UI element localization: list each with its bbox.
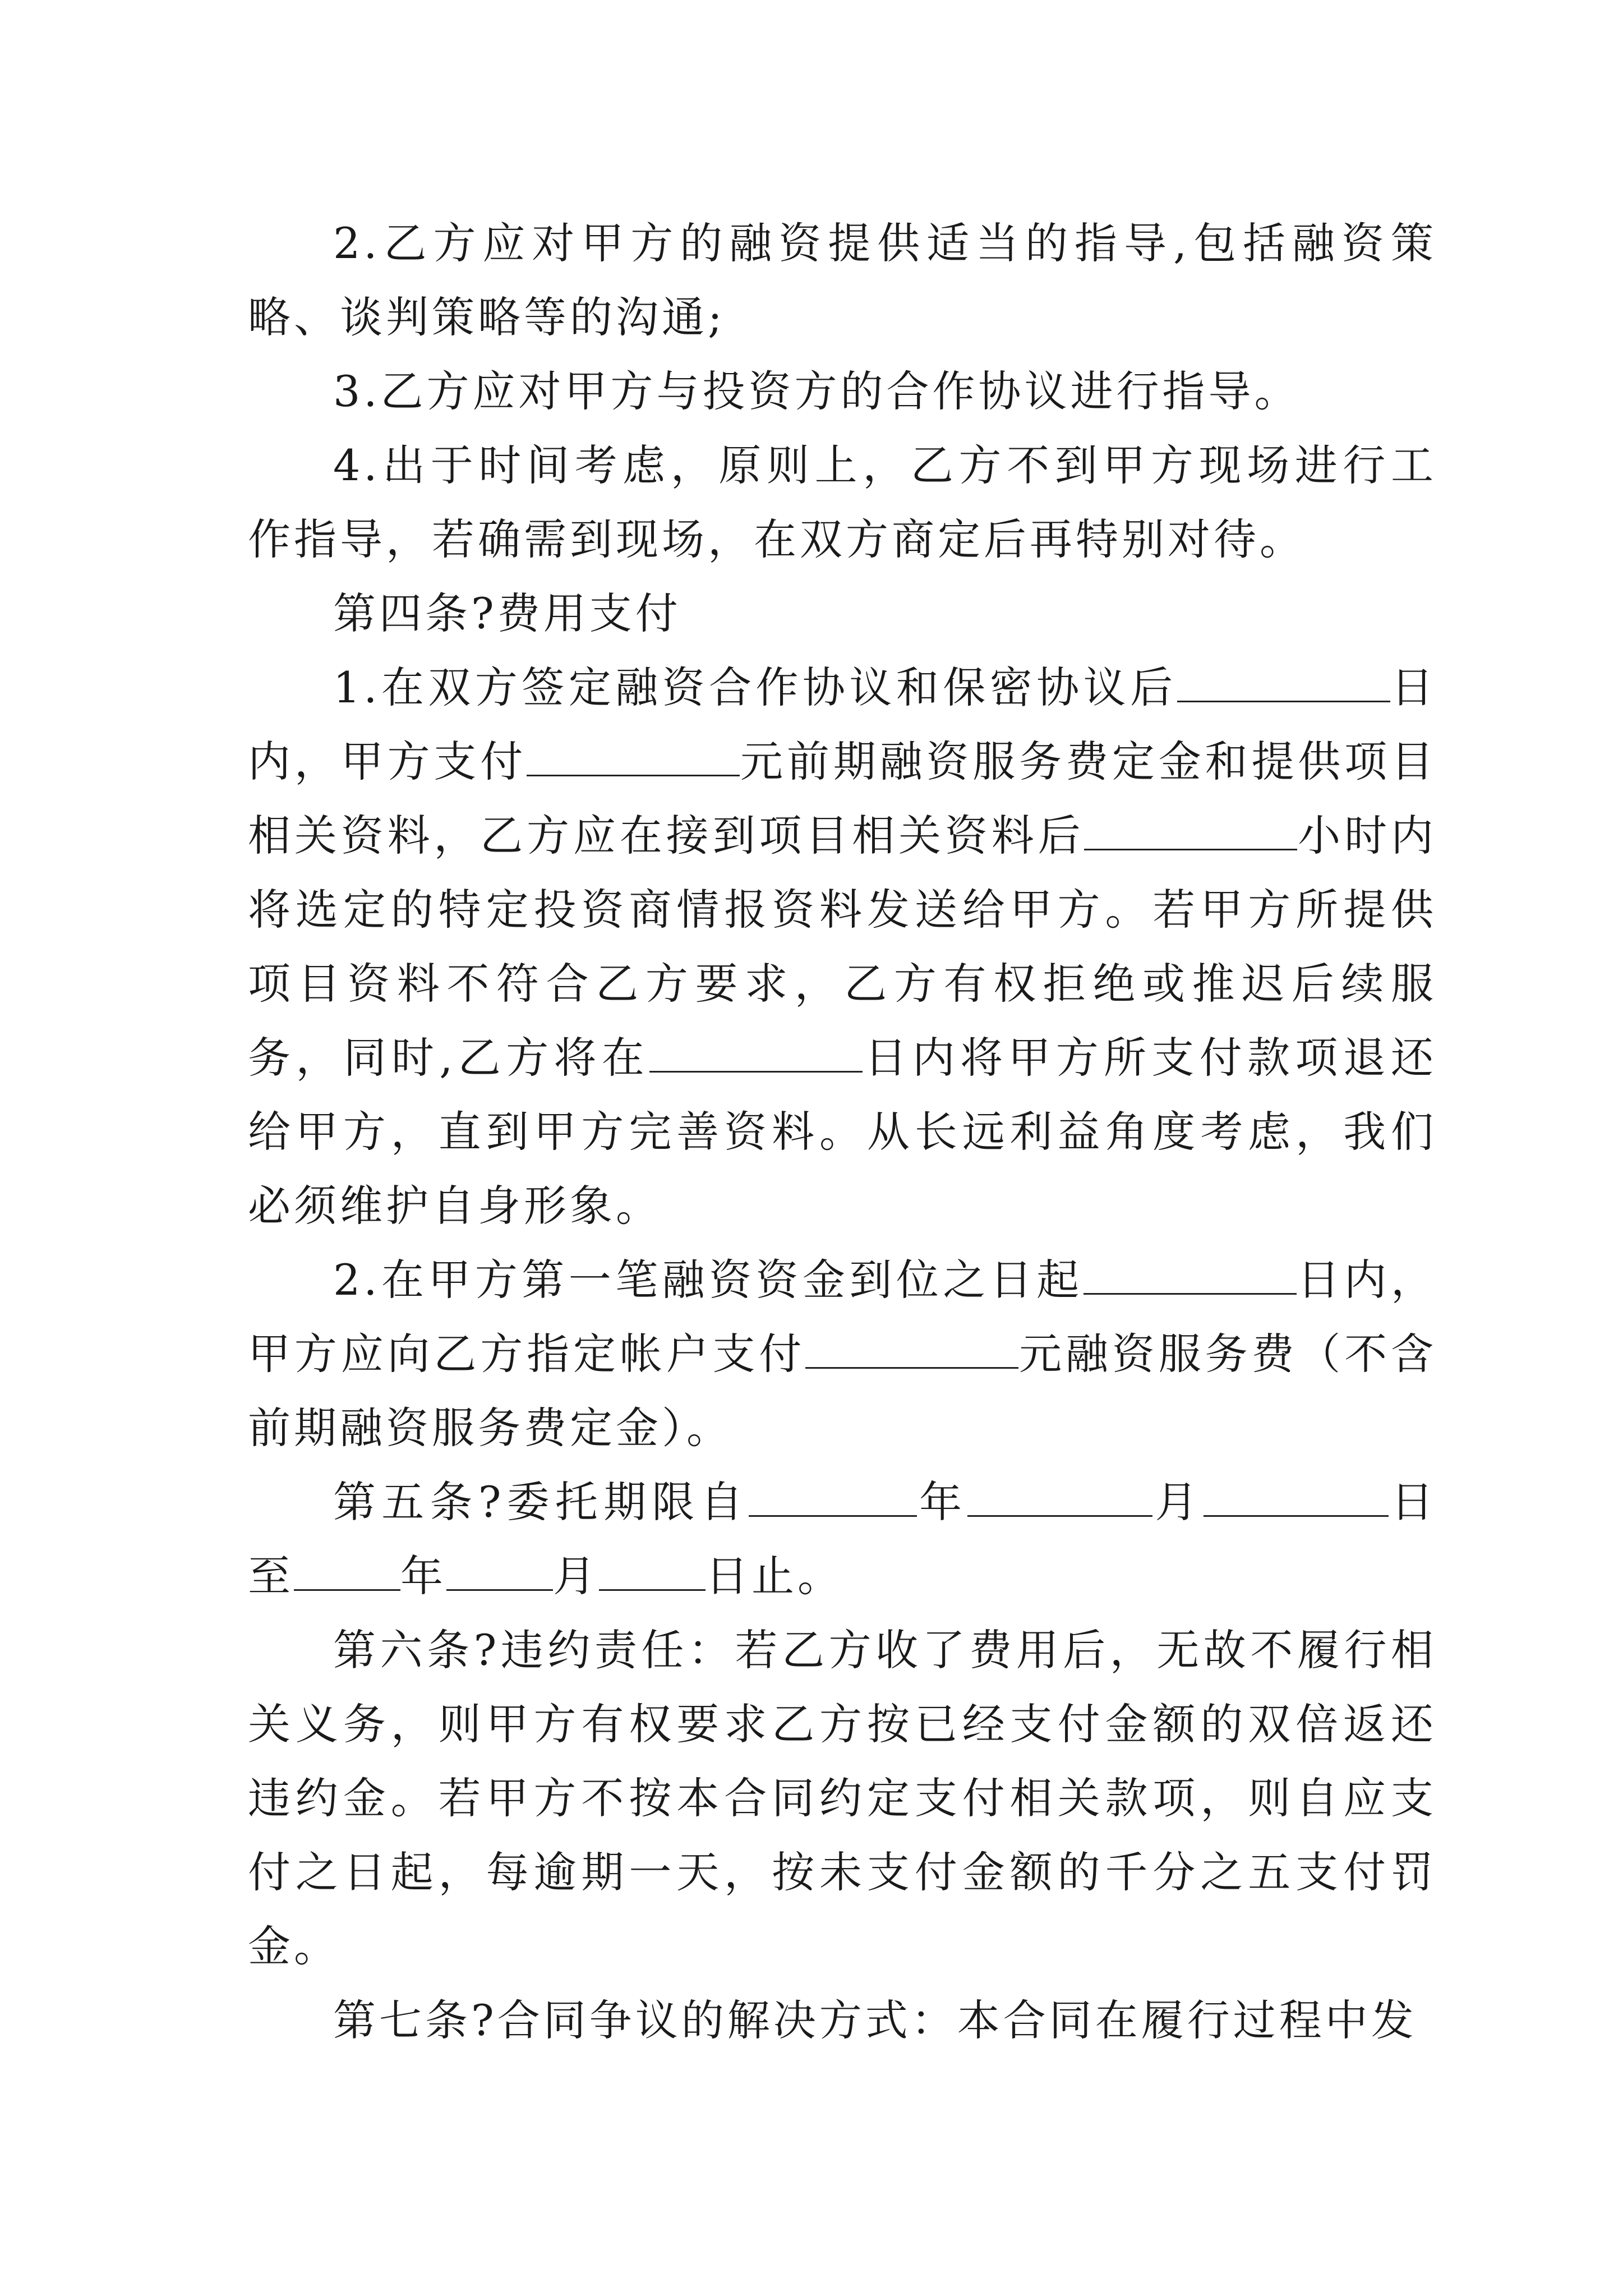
- text-segment: 年: [916, 1477, 968, 1527]
- text-segment: 元前期融资服务费定金和提供项目相关资料，乙方应在接到项目相关资料后: [248, 737, 1437, 861]
- text-segment: 月: [1152, 1477, 1204, 1527]
- text-segment: 第五条?委托期限自: [333, 1477, 749, 1527]
- paragraph-payment-1: [248, 651, 1437, 1243]
- paragraph-text: 第七条?合同争议的解决方式：本合同在履行过程中发: [333, 1995, 1417, 2045]
- text-segment: 1.在双方签定融资合作协议和保密协议后: [333, 662, 1177, 712]
- paragraph-text: 3.乙方应对甲方与投资方的合作协议进行指导。: [333, 366, 1301, 416]
- paragraph-item-2: [248, 206, 1437, 355]
- blank-refund-days: [649, 1032, 863, 1073]
- text-segment: 2.在甲方第一笔融资资金到位之日起: [333, 1255, 1083, 1305]
- paragraph-text: 4.出于时间考虑，原则上，乙方不到甲方现场进行工作指导，若确需到现场，在双方商定后再特别对待。: [248, 440, 1437, 564]
- blank-deposit-amount: [527, 735, 740, 776]
- article-7-dispute: [248, 1984, 1437, 2058]
- article-6-liability: [248, 1613, 1437, 1984]
- blank-end-day: [599, 1550, 706, 1591]
- text-segment: 元融资服务费（不含前期融资服务费定金）。: [248, 1329, 1437, 1453]
- paragraph-text: 第六条?违约责任：若乙方收了费用后，无故不履行相关义务，则甲方有权要求乙方按已经支付金额的双倍返还违约金。若甲方不按本合同约定支付相关款项，则自应支付之日起，每逾期一天，按未支付金额的千分之五支付罚金。: [248, 1625, 1437, 1971]
- text-segment: 日内将甲方所支付款项退还给甲方，直到甲方完善资料。从长远利益角度考虑，我们必须维护自身形象。: [248, 1033, 1437, 1231]
- text-segment: 日内，甲方应向乙方指定帐户支付: [248, 1255, 1437, 1379]
- blank-end-month: [446, 1550, 553, 1591]
- text-segment: 日至: [248, 1477, 1437, 1601]
- blank-end-year: [294, 1550, 400, 1591]
- blank-service-fee: [805, 1328, 1018, 1369]
- blank-start-month: [967, 1476, 1152, 1517]
- text-segment: 小时内将选定的特定投资商情报资料发送给甲方。若甲方所提供项目资料不符合乙方要求，乙方有权拒绝或推迟后续服务，同时,乙方将在: [248, 811, 1437, 1083]
- article-4-heading: [248, 577, 1437, 651]
- text-segment: 年: [400, 1551, 446, 1601]
- blank-start-year: [749, 1476, 917, 1517]
- blank-days-after-signing: [1177, 661, 1390, 702]
- blank-days-after-funding: [1083, 1254, 1297, 1295]
- paragraph-text: 2.乙方应对甲方的融资提供适当的指导,包括融资策略、谈判策略等的沟通;: [248, 218, 1437, 342]
- document-body: [248, 206, 1437, 2058]
- paragraph-item-3: [248, 355, 1437, 429]
- blank-start-day: [1204, 1476, 1389, 1517]
- article-5-term: [248, 1465, 1437, 1613]
- text-segment: 日内，甲方支付: [248, 662, 1437, 786]
- paragraph-item-4: [248, 429, 1437, 577]
- heading-text: 第四条?费用支付: [333, 588, 681, 638]
- blank-hours: [1084, 809, 1297, 850]
- text-segment: 日止。: [706, 1551, 843, 1601]
- paragraph-payment-2: [248, 1243, 1437, 1465]
- text-segment: 月: [553, 1551, 599, 1601]
